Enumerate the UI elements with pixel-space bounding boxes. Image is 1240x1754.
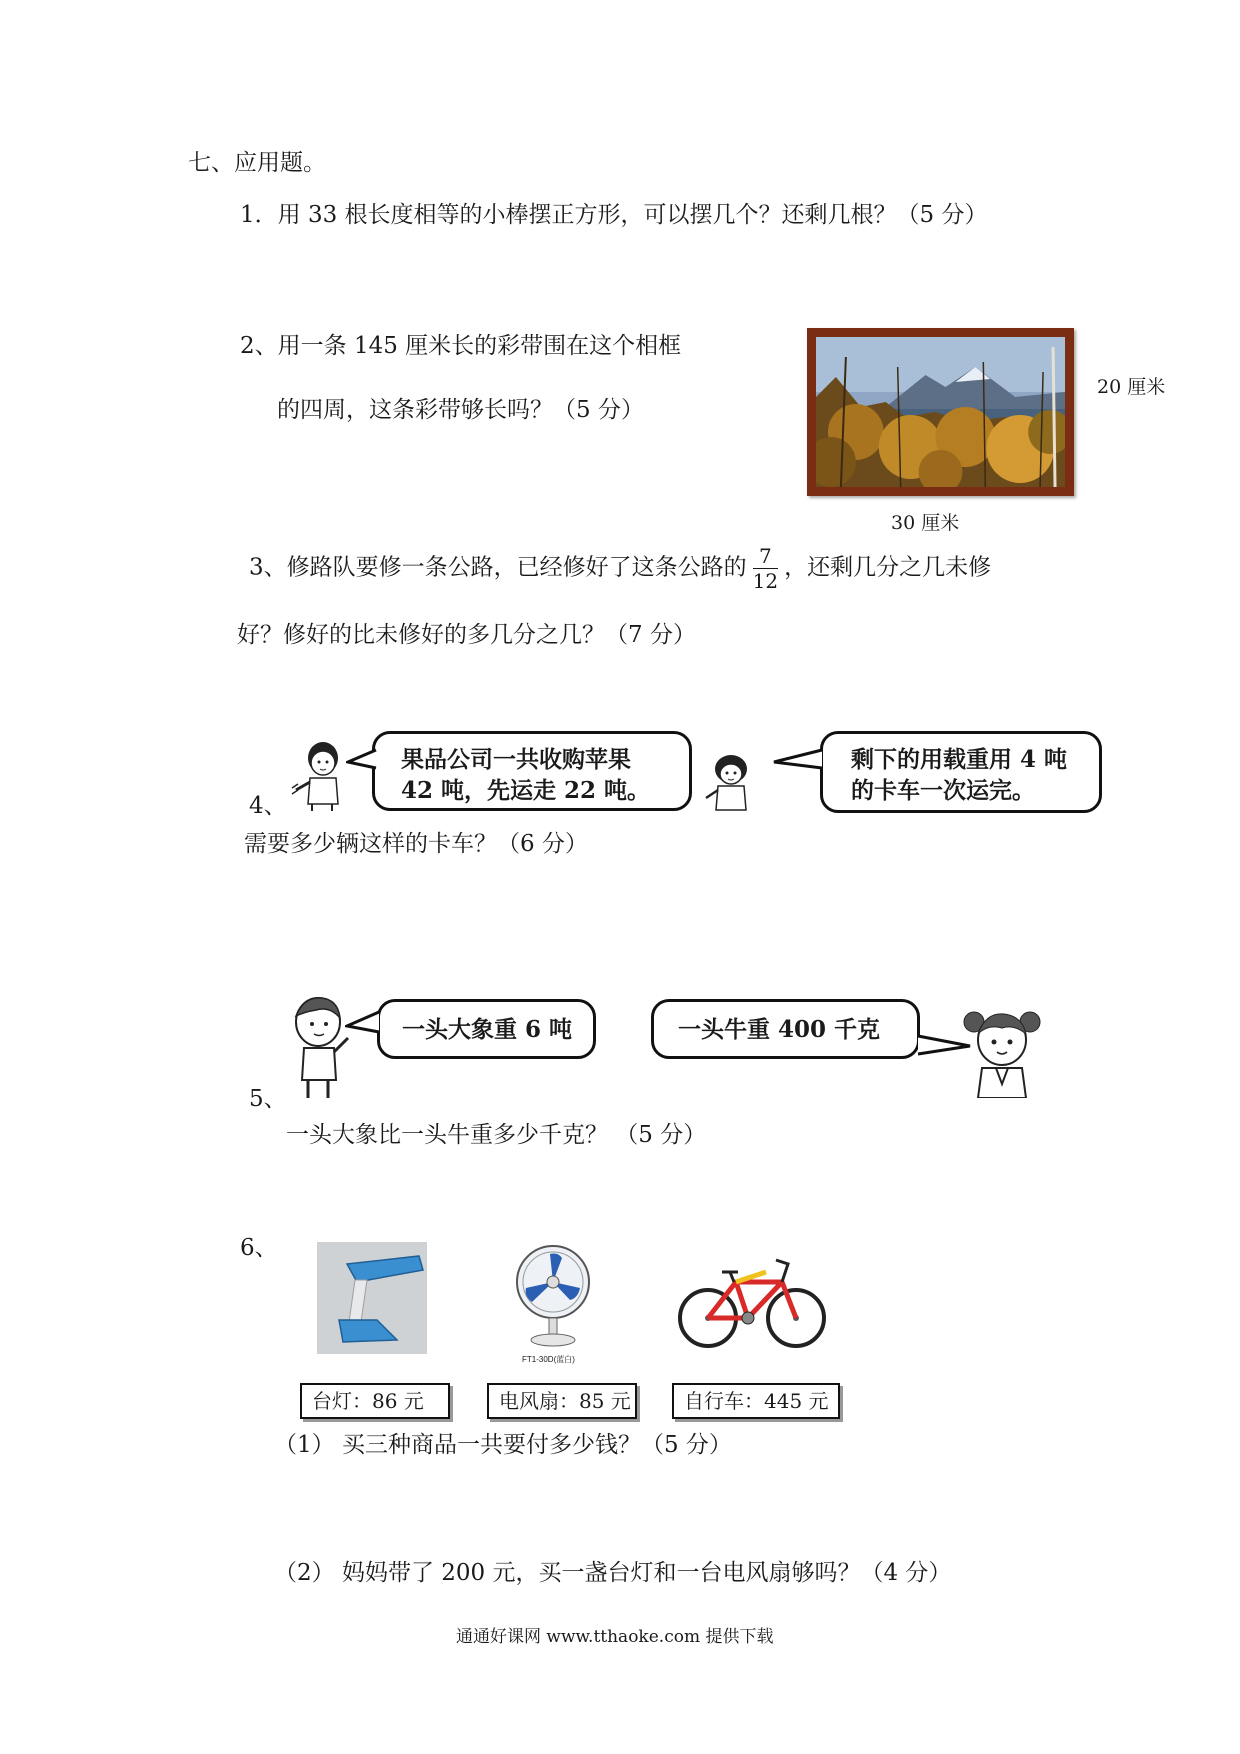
- speech-bubble-cow: 一头牛重 400 千克: [651, 999, 920, 1059]
- bubble-apples-line-1: 果品公司一共收购苹果: [401, 746, 631, 773]
- bicycle-icon: [676, 1252, 828, 1350]
- landscape-photo: [816, 337, 1065, 487]
- bicycle-price-label: 自行车：445 元: [672, 1383, 840, 1419]
- speech-bubble-tail: [772, 748, 824, 770]
- landscape-photo-frame: [807, 328, 1074, 496]
- question-6-part-2: （2） 妈妈带了 200 元，买一盏台灯和一台电风扇够吗？（4 分）: [274, 1560, 952, 1586]
- question-3-line-1: [249, 546, 991, 591]
- bubble-apples-line-2: 42 吨，先运走 22 吨。: [401, 777, 651, 805]
- frame-height-label: 20 厘米: [1097, 376, 1166, 398]
- frame-width-label: 30 厘米: [891, 512, 960, 534]
- desk-lamp-icon: [317, 1242, 427, 1354]
- fraction-numerator: 7: [753, 546, 778, 569]
- speech-bubble-tail: [345, 1010, 381, 1036]
- question-5: 一头大象比一头牛重多少千克？ （5 分）: [286, 1122, 707, 1148]
- fan-model-caption: FT1-30D(蓝白): [522, 1355, 575, 1364]
- question-6-number: 6、: [240, 1235, 278, 1261]
- question-4-number: 4、: [249, 793, 287, 819]
- bubble-truck-line-2: 的卡车一次运完。: [851, 777, 1035, 805]
- section-title: 七、应用题。: [188, 150, 326, 176]
- fraction-denominator: 12: [752, 569, 779, 593]
- electric-fan-icon: [508, 1242, 598, 1354]
- desk-lamp-price-label: 台灯：86 元: [300, 1383, 450, 1419]
- boy-pointing-icon: [290, 738, 350, 812]
- question-3-line-2: 好？修好的比未修好的多几分之几？（7 分）: [237, 622, 696, 648]
- question-1: 1．用 33 根长度相等的小棒摆正方形，可以摆几个？还剩几根？（5 分）: [240, 202, 988, 228]
- question-4: 需要多少辆这样的卡车？（6 分）: [244, 831, 588, 857]
- speech-bubble-tail: [346, 748, 378, 770]
- question-3-suffix: ，还剩几分之几未修: [784, 554, 992, 581]
- question-2-line-1: 2、用一条 145 厘米长的彩带围在这个相框: [240, 333, 682, 359]
- footer-source: 通通好课网 www.tthaoke.com 提供下载: [456, 1627, 774, 1647]
- question-5-number: 5、: [249, 1086, 287, 1112]
- speech-bubble-truck: [820, 731, 1102, 813]
- speech-bubble-apples: [372, 731, 692, 811]
- boy-icon: [286, 992, 356, 1104]
- girl-with-pigtails-icon: [960, 1002, 1045, 1098]
- girl-icon: [702, 752, 760, 812]
- question-6-part-1: （1） 买三种商品一共要付多少钱？（5 分）: [274, 1432, 732, 1458]
- question-3-prefix: 3、修路队要修一条公路，已经修好了这条公路的: [249, 554, 747, 581]
- bubble-truck-line-1: 剩下的用载重用 4 吨: [851, 746, 1068, 773]
- fraction-seven-twelfths: [753, 546, 778, 591]
- question-2-line-2: 的四周，这条彩带够长吗？（5 分）: [277, 397, 644, 423]
- electric-fan-price-label: 电风扇：85 元: [487, 1383, 637, 1419]
- speech-bubble-elephant: 一头大象重 6 吨: [377, 999, 596, 1059]
